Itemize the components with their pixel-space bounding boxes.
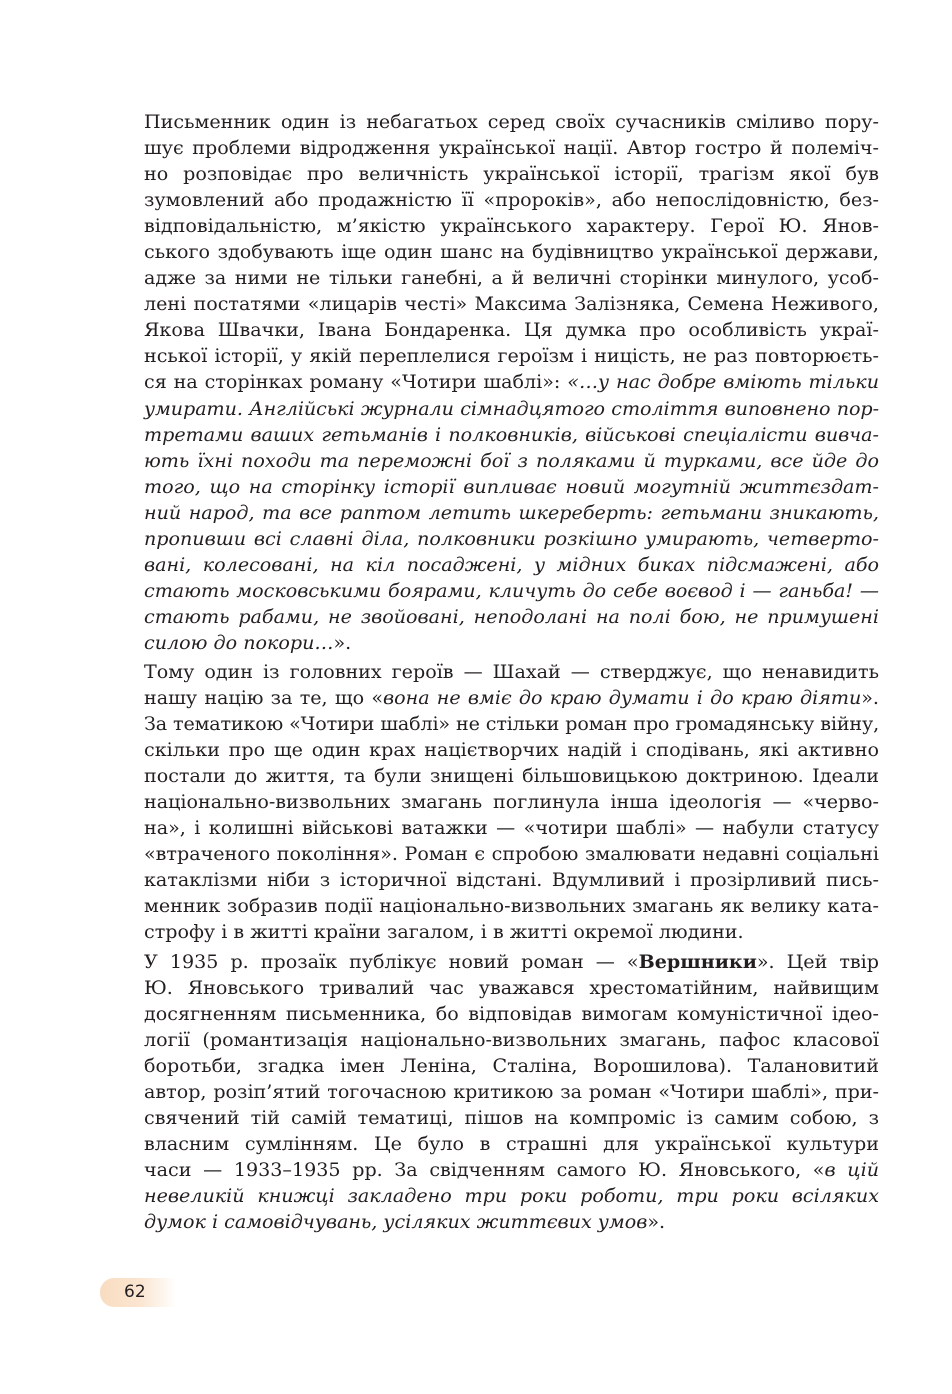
italic-quote-run: думок і самовідчувань, усіляких життєвих умов [144,1209,648,1233]
italic-quote-run: пропивши всі славні діла, полковники розкішно умирають, четверто- [144,526,879,550]
text-line [104,659,879,685]
text-run: адже за ними не тільки ганебні, а й величні сторінки минулого, усоб- [144,266,879,290]
text-line [104,975,879,1001]
text-run: лені постатями «лицарів честі» Максима Залізняка, Семена Неживого, [144,292,879,316]
text-run: шує проблеми відродження української нації. Автор гостро й полеміч- [144,136,879,160]
italic-quote-run: ний народ, та все раптом летить шкереберть: гетьмани зникають, [144,500,879,524]
text-line [104,265,879,291]
text-line [104,187,879,213]
text-run: на», і колишні військові ватажки — «чотири шаблі» — набули статусу [144,816,879,840]
text-run: досягненням письменника, бо відповідав вимогам комуністичної ідео- [144,1001,879,1025]
text-run: Тому один із головних героїв — Шахай — стверджує, що ненавидить [144,659,879,683]
text-run: «втраченого покоління». Роман є спробою змалювати недавні соціальні [144,842,879,866]
text-line [104,1027,879,1053]
text-run: національно-визвольних змагань поглинула інша ідеологія — «черво- [144,790,879,814]
italic-quote-run: третами ваших гетьманів і полковників, військові спеціалісти вивча- [144,422,879,446]
text-run: нашу націю за те, що « [144,686,384,710]
paragraph [104,949,879,1236]
text-line [104,789,879,815]
italic-quote-run: в цій [824,1157,879,1181]
text-line [104,841,879,867]
text-line [104,1157,879,1183]
text-line [104,317,879,343]
text-line [104,291,879,317]
page-number: 62 [100,1278,176,1307]
text-run: Якова Швачки, Івана Бондаренка. Ця думка про особливість украї- [144,318,879,342]
italic-quote-run: вані, колесовані, на кіл посаджені, у мідних биках підсмажені, або [144,552,879,576]
text-line [104,604,879,630]
text-line [104,763,879,789]
text-run: боротьби, згадка імен Леніна, Сталіна, Ворошилова). Талановитий [144,1053,879,1077]
text-line [104,448,879,474]
text-line [104,369,879,395]
text-run: но розповідає про величність української історії, трагізм якої був [144,162,879,186]
text-run: ». Цей твір [756,949,879,973]
text-run: власним сумлінням. Це було в страшні для української культури [144,1131,879,1155]
text-line [104,893,879,919]
italic-quote-run: невеликій книжці закладено три роки роботи, три роки всіляких [144,1183,879,1207]
italic-quote-run: стають рабами, не звойовані, неподолані на полі бою, не примушені [144,604,879,628]
text-line [104,396,879,422]
text-run: ». [333,630,352,654]
text-line [104,919,879,945]
paragraph [104,659,879,946]
text-line [104,630,879,656]
text-run: За тематикою «Чотири шаблі» не стільки роман про громадянську війну, [144,712,879,736]
text-line [104,526,879,552]
text-run: катаклізми ніби з історичної відстані. Вдумливий і прозірливий пись- [144,868,879,892]
text-run: нської історії, у якій переплелися героїзм і ницість, не раз повторюєть- [144,344,879,368]
text-line [104,422,879,448]
text-run: Ю. Яновського тривалий час уважався хрестоматійним, найвищим [144,975,879,999]
text-line [104,949,879,975]
italic-quote-run: ють їхні походи та переможні бої з поляками й турками, все йде до [144,448,879,472]
text-line [104,1183,879,1209]
text-line [104,161,879,187]
text-line [104,135,879,161]
text-run: строфу і в житті країни загалом, і в житті окремої людини. [144,920,744,944]
text-line [104,1209,879,1235]
italic-quote-run: умирати. Англійські журнали сімнадцятого століття виповнено пор- [144,396,879,420]
text-line [104,474,879,500]
text-run: свячений тій самій тематиці, пішов на компроміс із самим собою, з [144,1105,879,1129]
text-line [104,1079,879,1105]
bold-title-run: Вершники [638,949,757,973]
italic-quote-run: стають московськими боярами, кличуть до себе воєвод і — ганьба! — [144,578,879,602]
text-line [104,552,879,578]
text-line [104,1105,879,1131]
text-run: менник зобразив події національно-визвольних змагань як велику ката- [144,894,879,918]
italic-quote-run: того, що на сторінку історії випливає новий могутній життєздат- [144,474,879,498]
text-line [104,343,879,369]
text-line [104,500,879,526]
text-run: ». [647,1209,666,1233]
text-line [104,213,879,239]
text-run: Письменник один із небагатьох серед своїх сучасників сміливо пору- [144,110,879,133]
text-run: відповідальністю, м’якістю українського характеру. Герої Ю. Янов- [144,214,879,238]
text-run: ся на сторінках роману «Чотири шаблі»: [144,370,568,394]
text-line [104,815,879,841]
italic-quote-run: силою до покори… [144,630,334,654]
italic-quote-run: вона не вміє до краю думати і до краю діяти [383,686,862,710]
text-line [104,239,879,265]
text-run: логії (романтизація національно-визвольних змагань, пафос класової [144,1027,879,1051]
text-line [104,109,879,135]
text-line [104,1001,879,1027]
text-run: ського здобувають іще один шанс на будівництво української держави, [144,240,879,264]
text-line [104,685,879,711]
text-line [104,737,879,763]
text-run: ». [861,686,880,710]
text-line [104,867,879,893]
text-line [104,1131,879,1157]
page-body-text [104,109,879,1235]
italic-quote-run: «…у нас добре вміють тільки [567,370,879,394]
text-run: У 1935 р. прозаїк публікує новий роман — « [144,949,639,973]
text-line [104,578,879,604]
text-run: часи — 1933–1935 рр. За свідченням самого Ю. Яновського, « [144,1157,825,1181]
paragraph [104,109,879,656]
text-line [104,711,879,737]
text-run: зумовлений або продажністю її «пророків», або непослідовністю, без- [144,188,879,212]
text-run: автор, розіп’ятий тогочасною критикою за роман «Чотири шаблі», при- [144,1079,879,1103]
text-line [104,1053,879,1079]
text-run: скільки про ще один крах націєтворчих надій і сподівань, які активно [144,738,879,762]
text-run: постали до життя, та були знищені більшовицькою доктриною. Ідеали [144,764,879,788]
